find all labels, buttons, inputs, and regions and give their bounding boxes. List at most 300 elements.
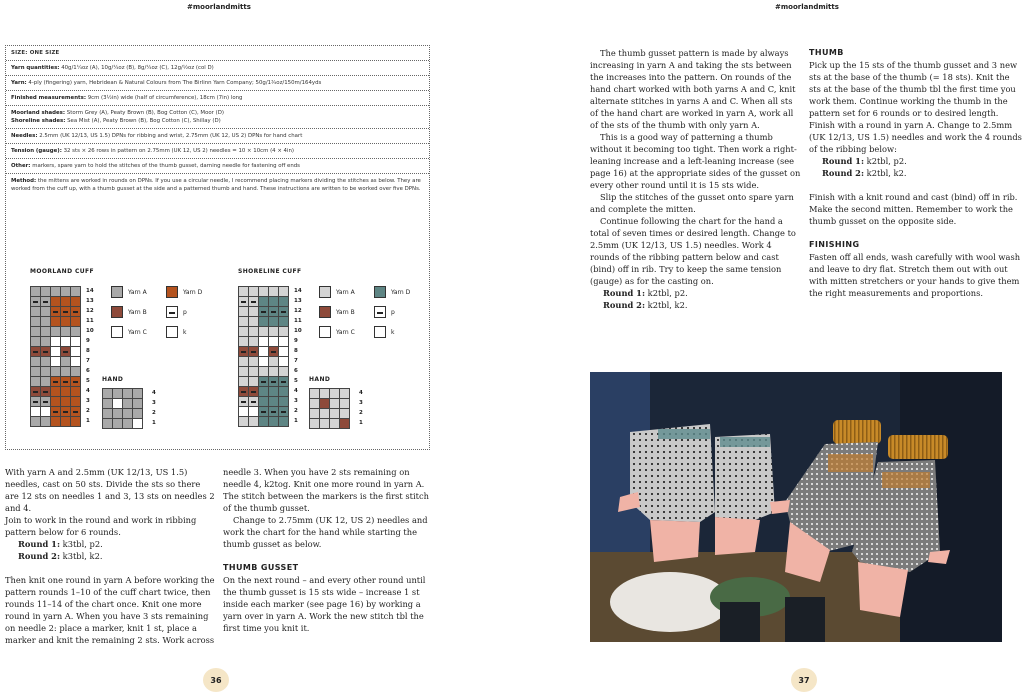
chart-cell: [71, 317, 80, 326]
paragraph: This is a good way of patterning a thumb without it becoming too tight. Then work a right-leaning increase and a left-leaning increase (see page 16) at the appropriate sides of the gusset on every other round until it is 15 sts wide.: [590, 132, 801, 190]
chart-cell: [269, 387, 278, 396]
chart-cell: [133, 399, 142, 408]
chart-cell: [41, 367, 50, 376]
row-number: 11: [294, 318, 302, 324]
chart-cell: [340, 389, 349, 398]
chart-cell: [249, 317, 258, 326]
chart-cell: [269, 347, 278, 356]
round-2: Round 2: k3tbl, k2.: [18, 551, 103, 561]
chart-cell: [259, 317, 268, 326]
chart-cell: [330, 409, 339, 418]
legend-label: Yarn B: [128, 308, 147, 316]
paragraph: Fasten off all ends, wash carefully with wool wash and leave to dry flat. Stretch them out with out with mitten stretchers or your hands to give them the right measurements and proportions.: [809, 252, 1021, 298]
chart-cell: [61, 317, 70, 326]
paragraph: With yarn A and 2.5mm (UK 12/13, US 1.5) needles, cast on 50 sts. Divide the sts so there are 12 sts on needles 1 and 3, 13 sts on needles 2 and 4.: [5, 467, 215, 513]
chart-cell: [61, 377, 70, 386]
chart-cell: [123, 419, 132, 428]
chart-cell: [279, 327, 288, 336]
legend-label: k: [183, 328, 187, 336]
moorland-hand-row-numbers: [152, 388, 156, 428]
legend-label: p: [183, 308, 187, 316]
legend-swatch: [166, 306, 178, 318]
chart-cell: [269, 287, 278, 296]
chart-cell: [51, 407, 60, 416]
chart-cell: [279, 407, 288, 416]
chart-cell: [249, 397, 258, 406]
right-column-2: [809, 47, 1024, 299]
chart-cell: [133, 419, 142, 428]
chart-cell: [41, 407, 50, 416]
row-number: 5: [86, 378, 90, 384]
chart-cell: [61, 307, 70, 316]
chart-cell: [239, 407, 248, 416]
chart-cell: [279, 297, 288, 306]
chart-cell: [249, 367, 258, 376]
paragraph: The thumb gusset pattern is made by always increasing in yarn A and taking the sts between the increases into the pattern. On rounds of the hand chart worked with both yarns A and C, knit alternate stitches in yarns A and C. When all sts of the hand chart are worked in yarn A, work all of the sts of the thumb with only yarn A.: [590, 48, 796, 130]
legend-label: Yarn C: [336, 328, 355, 336]
chart-cell: [61, 397, 70, 406]
size-row: SIZE: ONE SIZE: [6, 46, 429, 61]
chart-cell: [31, 327, 40, 336]
chart-cell: [239, 297, 248, 306]
chart-cell: [123, 409, 132, 418]
chart-cell: [103, 389, 112, 398]
row-number: 4: [152, 390, 156, 396]
tension-row: Tension (gauge): 32 sts × 26 rows in pattern on 2.75mm (UK 12, US 2) needles = 10 × 10cm (4 × 4in): [6, 144, 429, 159]
row-number: 1: [86, 418, 90, 424]
chart-cell: [61, 367, 70, 376]
row-number: 13: [86, 298, 94, 304]
chart-cell: [340, 419, 349, 428]
chart-cell: [320, 419, 329, 428]
row-number: 6: [86, 368, 90, 374]
chart-cell: [123, 389, 132, 398]
legend-swatch: [319, 306, 331, 318]
chart-cell: [113, 399, 122, 408]
chart-cell: [259, 377, 268, 386]
chart-cell: [71, 327, 80, 336]
legend-item-yarn-a: [319, 286, 355, 298]
paragraph: Join to work in the round and work in ribbing pattern below for 6 rounds.: [5, 515, 197, 537]
row-number: 3: [86, 398, 90, 404]
chart-cell: [61, 327, 70, 336]
row-number: 1: [152, 420, 156, 426]
chart-cell: [31, 377, 40, 386]
chart-cell: [71, 287, 80, 296]
legend-label: Yarn A: [128, 288, 147, 296]
legend-item-knit: [166, 326, 186, 338]
chart-cell: [61, 337, 70, 346]
row-number: 8: [86, 348, 90, 354]
chart-cell: [31, 297, 40, 306]
paragraph: Then knit one round in yarn A before working the pattern rounds 1–10 of the cuff chart twice, then rounds 11–14 of the chart once. Knit one more round in yarn A. When you have 3 sts remaining on needle 2: place a marker, knit 1 st, place a marker and knit the remaining 2 sts. Work across: [5, 575, 215, 645]
chart-cell: [71, 377, 80, 386]
paragraph: Slip the stitches of the gusset onto spare yarn and complete the mitten.: [590, 192, 794, 214]
row-number: 11: [86, 318, 94, 324]
chart-cell: [259, 337, 268, 346]
chart-cell: [61, 287, 70, 296]
chart-cell: [340, 399, 349, 408]
chart-cell: [113, 389, 122, 398]
chart-cell: [103, 419, 112, 428]
chart-cell: [71, 357, 80, 366]
chart-cell: [249, 407, 258, 416]
chart-cell: [239, 317, 248, 326]
moorland-cuff-row-numbers: [86, 286, 94, 426]
yarn-row: Yarn: 4-ply (fingering) yarn, Hebridean & Natural Colours from The Birlinn Yarn Company; 50g/1¾oz/150m/164yds: [6, 76, 429, 91]
chart-cell: [239, 287, 248, 296]
paragraph: Pick up the 15 sts of the thumb gusset and 3 new sts at the base of the thumb (= 18 sts). Knit the sts at the base of the thumb tbl the first time you work them. Continue working the thumb in the pattern set for 6 rounds or to desired length. Finish with a round in yarn A. Change to 2.5mm (UK 12/13, US 1.5) needles and work the 4 rounds of the ribbing below:: [809, 60, 1022, 154]
chart-cell: [279, 287, 288, 296]
row-number: 3: [152, 400, 156, 406]
chart-cell: [31, 417, 40, 426]
chart-cell: [41, 387, 50, 396]
legend-swatch: [374, 326, 386, 338]
chart-cell: [71, 407, 80, 416]
chart-cell: [71, 347, 80, 356]
paragraph: needle 3. When you have 2 sts remaining on needle 4, k2tog. Knit one more round in yarn A. The stitch between the markers is the first stitch of the thumb gusset.: [223, 467, 429, 513]
chart-cell: [41, 377, 50, 386]
legend-swatch: [374, 306, 386, 318]
round-1: Round 1: k2tbl, p2.: [822, 156, 907, 166]
chart-cell: [61, 357, 70, 366]
chart-cell: [279, 387, 288, 396]
chart-cell: [269, 317, 278, 326]
yarn-quantities-row: Yarn quantities: 40g/1¼oz (A), 10g/¼oz (B), 8g/¼oz (C), 12g/½oz (col D): [6, 61, 429, 76]
legend-label: Yarn B: [336, 308, 355, 316]
chart-cell: [71, 387, 80, 396]
chart-cell: [249, 347, 258, 356]
row-number: 4: [294, 388, 298, 394]
chart-cell: [31, 387, 40, 396]
finishing-heading: FINISHING: [809, 240, 860, 249]
legend-swatch: [374, 286, 386, 298]
charts-area: [6, 261, 431, 451]
page-number-badge: 36: [203, 668, 229, 692]
row-number: 2: [294, 408, 298, 414]
right-page: [512, 0, 1024, 695]
chart-cell: [51, 377, 60, 386]
row-number: 2: [152, 410, 156, 416]
chart-cell: [249, 327, 258, 336]
row-number: 9: [294, 338, 298, 344]
chart-cell: [239, 347, 248, 356]
chart-cell: [310, 409, 319, 418]
legend-label: Yarn D: [391, 288, 411, 296]
round-1: Round 1: k2tbl, p2.: [603, 288, 688, 298]
chart-cell: [279, 397, 288, 406]
chart-cell: [249, 287, 258, 296]
chart-cell: [310, 389, 319, 398]
chart-cell: [103, 409, 112, 418]
shoreline-hand-title: HAND: [309, 376, 331, 383]
chart-cell: [320, 389, 329, 398]
chart-cell: [269, 397, 278, 406]
chart-cell: [269, 407, 278, 416]
chart-cell: [259, 297, 268, 306]
chart-cell: [51, 297, 60, 306]
chart-cell: [279, 367, 288, 376]
chart-cell: [51, 347, 60, 356]
chart-cell: [279, 337, 288, 346]
chart-cell: [259, 417, 268, 426]
legend-swatch: [319, 326, 331, 338]
moorland-cuff-chart: [30, 286, 81, 427]
chart-cell: [320, 399, 329, 408]
legend-label: k: [391, 328, 395, 336]
chart-cell: [31, 287, 40, 296]
row-number: 4: [86, 388, 90, 394]
chart-cell: [269, 307, 278, 316]
chart-cell: [239, 357, 248, 366]
chart-cell: [239, 377, 248, 386]
chart-cell: [61, 417, 70, 426]
chart-cell: [259, 387, 268, 396]
left-column-1: [5, 466, 215, 646]
legend-swatch: [111, 306, 123, 318]
legend-item-knit: [374, 326, 394, 338]
finished-measurements-row: Finished measurements: 9cm (3½in) wide (half of circumference), 18cm (7in) long: [6, 91, 429, 106]
chart-cell: [31, 347, 40, 356]
right-column-1: [590, 47, 802, 311]
chart-cell: [51, 417, 60, 426]
paragraph: Change to 2.75mm (UK 12, US 2) needles and work the chart for the hand while starting the thumb gusset as below.: [223, 515, 428, 549]
chart-cell: [41, 347, 50, 356]
row-number: 12: [294, 308, 302, 314]
chart-cell: [259, 327, 268, 336]
moorland-hand-title: HAND: [102, 376, 124, 383]
chart-cell: [41, 307, 50, 316]
thumb-heading: THUMB: [809, 48, 844, 57]
paragraph: On the next round – and every other round until the thumb gusset is 15 sts wide – increase 1 st inside each marker (see page 16) by working a yarn over in yarn A. Work the new stitch tbl the first time you knit it.: [223, 575, 426, 633]
chart-cell: [113, 409, 122, 418]
chart-cell: [310, 419, 319, 428]
moorland-legend: [111, 286, 231, 346]
legend-swatch: [111, 326, 123, 338]
chart-cell: [249, 357, 258, 366]
chart-cell: [239, 307, 248, 316]
row-number: 3: [359, 400, 363, 406]
shoreline-cuff-row-numbers: [294, 286, 302, 426]
chart-cell: [259, 307, 268, 316]
row-number: 14: [294, 288, 302, 294]
chart-cell: [259, 287, 268, 296]
shoreline-cuff-chart: [238, 286, 289, 427]
chart-cell: [279, 377, 288, 386]
left-column-2: [223, 466, 438, 634]
chart-cell: [269, 367, 278, 376]
chart-cell: [279, 317, 288, 326]
chart-cell: [51, 327, 60, 336]
round-1: Round 1: k3tbl, p2.: [18, 539, 103, 549]
chart-cell: [31, 307, 40, 316]
chart-cell: [51, 387, 60, 396]
chart-cell: [279, 417, 288, 426]
chart-cell: [279, 347, 288, 356]
round-2: Round 2: k2tbl, k2.: [822, 168, 907, 178]
other-row: Other: markers, spare yarn to hold the stitches of the thumb gusset, darning needle for fastening off ends: [6, 159, 429, 174]
legend-item-purl: [374, 306, 395, 318]
chart-cell: [61, 347, 70, 356]
row-number: 12: [86, 308, 94, 314]
chart-cell: [249, 377, 258, 386]
pattern-info-box: [5, 45, 430, 450]
paragraph: Finish with a knit round and cast (bind) off in rib. Make the second mitten. Remember to work the thumb gusset on the opposite side.: [809, 192, 1018, 226]
chart-cell: [31, 337, 40, 346]
chart-cell: [103, 399, 112, 408]
legend-item-yarn-b: [319, 306, 355, 318]
legend-swatch: [111, 286, 123, 298]
chart-cell: [31, 357, 40, 366]
hashtag-header: #moorlandmitts: [187, 3, 251, 11]
legend-swatch: [166, 286, 178, 298]
chart-cell: [71, 307, 80, 316]
chart-cell: [259, 407, 268, 416]
chart-cell: [41, 317, 50, 326]
row-number: 5: [294, 378, 298, 384]
legend-label: Yarn A: [336, 288, 355, 296]
chart-cell: [51, 317, 60, 326]
row-number: 10: [86, 328, 94, 334]
moorland-cuff-title: MOORLAND CUFF: [30, 268, 95, 275]
row-number: 2: [86, 408, 90, 414]
chart-cell: [41, 327, 50, 336]
chart-cell: [269, 377, 278, 386]
chart-cell: [249, 417, 258, 426]
chart-cell: [330, 389, 339, 398]
legend-item-yarn-a: [111, 286, 147, 298]
chart-cell: [259, 367, 268, 376]
row-number: 14: [86, 288, 94, 294]
chart-cell: [61, 387, 70, 396]
chart-cell: [41, 417, 50, 426]
chart-cell: [259, 357, 268, 366]
legend-label: p: [391, 308, 395, 316]
chart-cell: [133, 389, 142, 398]
chart-cell: [31, 397, 40, 406]
moorland-hand-chart: [102, 388, 143, 429]
chart-cell: [51, 357, 60, 366]
legend-label: Yarn C: [128, 328, 147, 336]
chart-cell: [310, 399, 319, 408]
legend-swatch: [166, 326, 178, 338]
shoreline-cuff-title: SHORELINE CUFF: [238, 268, 302, 275]
round-2: Round 2: k2tbl, k2.: [603, 300, 688, 310]
legend-item-yarn-c: [319, 326, 355, 338]
legend-item-yarn-b: [111, 306, 147, 318]
row-number: 1: [359, 420, 363, 426]
chart-cell: [71, 297, 80, 306]
chart-cell: [133, 409, 142, 418]
legend-label: Yarn D: [183, 288, 203, 296]
row-number: 7: [86, 358, 90, 364]
legend-item-yarn-d: [374, 286, 410, 298]
chart-cell: [123, 399, 132, 408]
chart-cell: [239, 397, 248, 406]
chart-cell: [269, 297, 278, 306]
chart-cell: [31, 367, 40, 376]
chart-cell: [71, 397, 80, 406]
chart-cell: [41, 357, 50, 366]
chart-cell: [31, 317, 40, 326]
chart-cell: [279, 357, 288, 366]
shoreline-legend: [319, 286, 439, 346]
chart-cell: [340, 409, 349, 418]
chart-cell: [249, 307, 258, 316]
chart-cell: [41, 397, 50, 406]
chart-cell: [239, 387, 248, 396]
chart-cell: [249, 387, 258, 396]
chart-cell: [71, 367, 80, 376]
chart-cell: [61, 297, 70, 306]
chart-cell: [51, 367, 60, 376]
hashtag-header: #moorlandmitts: [775, 3, 839, 11]
chart-cell: [51, 337, 60, 346]
chart-cell: [279, 307, 288, 316]
legend-swatch: [319, 286, 331, 298]
chart-cell: [269, 327, 278, 336]
paragraph: Continue following the chart for the hand a total of seven times or desired length. Change to 2.5mm (UK 12/13, US 1.5) needles. Work 4 rounds of the ribbing pattern below and cast (bind) off in rib. Try to keep the same tension (gauge) as for the casting on.: [590, 216, 796, 286]
chart-cell: [259, 397, 268, 406]
chart-cell: [269, 357, 278, 366]
row-number: 7: [294, 358, 298, 364]
row-number: 6: [294, 368, 298, 374]
row-number: 13: [294, 298, 302, 304]
chart-cell: [259, 347, 268, 356]
chart-cell: [51, 287, 60, 296]
mittens-photo: [590, 372, 1002, 642]
chart-cell: [320, 409, 329, 418]
row-number: 3: [294, 398, 298, 404]
chart-cell: [239, 417, 248, 426]
legend-item-purl: [166, 306, 187, 318]
needles-row: Needles: 2.5mm (UK 12/13, US 1.5) DPNs for ribbing and wrist, 2.75mm (UK 12, US 2) DPNs for hand chart: [6, 129, 429, 144]
chart-cell: [239, 337, 248, 346]
chart-cell: [269, 337, 278, 346]
shoreline-hand-row-numbers: [359, 388, 363, 428]
page-number-badge: 37: [791, 668, 817, 692]
row-number: 9: [86, 338, 90, 344]
chart-cell: [113, 419, 122, 428]
thumb-gusset-heading: THUMB GUSSET: [223, 563, 299, 572]
chart-cell: [239, 367, 248, 376]
row-number: 10: [294, 328, 302, 334]
chart-cell: [71, 417, 80, 426]
chart-cell: [239, 327, 248, 336]
chart-cell: [51, 307, 60, 316]
chart-cell: [41, 297, 50, 306]
chart-cell: [31, 407, 40, 416]
method-row: Method: the mittens are worked in rounds on DPNs. If you use a circular needle, I recommend placing markers dividing the stitches as below. They are worked from the cuff up, with a thumb gusset at the side and a patterned thumb and hand. These instructions are written to be worked over five DPNs.: [11, 178, 421, 192]
row-number: 4: [359, 390, 363, 396]
shoreline-hand-chart: [309, 388, 350, 429]
legend-item-yarn-d: [166, 286, 202, 298]
chart-cell: [41, 287, 50, 296]
chart-cell: [249, 337, 258, 346]
chart-cell: [249, 297, 258, 306]
chart-cell: [41, 337, 50, 346]
row-number: 2: [359, 410, 363, 416]
chart-cell: [51, 397, 60, 406]
chart-cell: [269, 417, 278, 426]
legend-item-yarn-c: [111, 326, 147, 338]
row-number: 1: [294, 418, 298, 424]
chart-cell: [330, 419, 339, 428]
chart-cell: [61, 407, 70, 416]
row-number: 8: [294, 348, 298, 354]
chart-cell: [330, 399, 339, 408]
chart-cell: [71, 337, 80, 346]
